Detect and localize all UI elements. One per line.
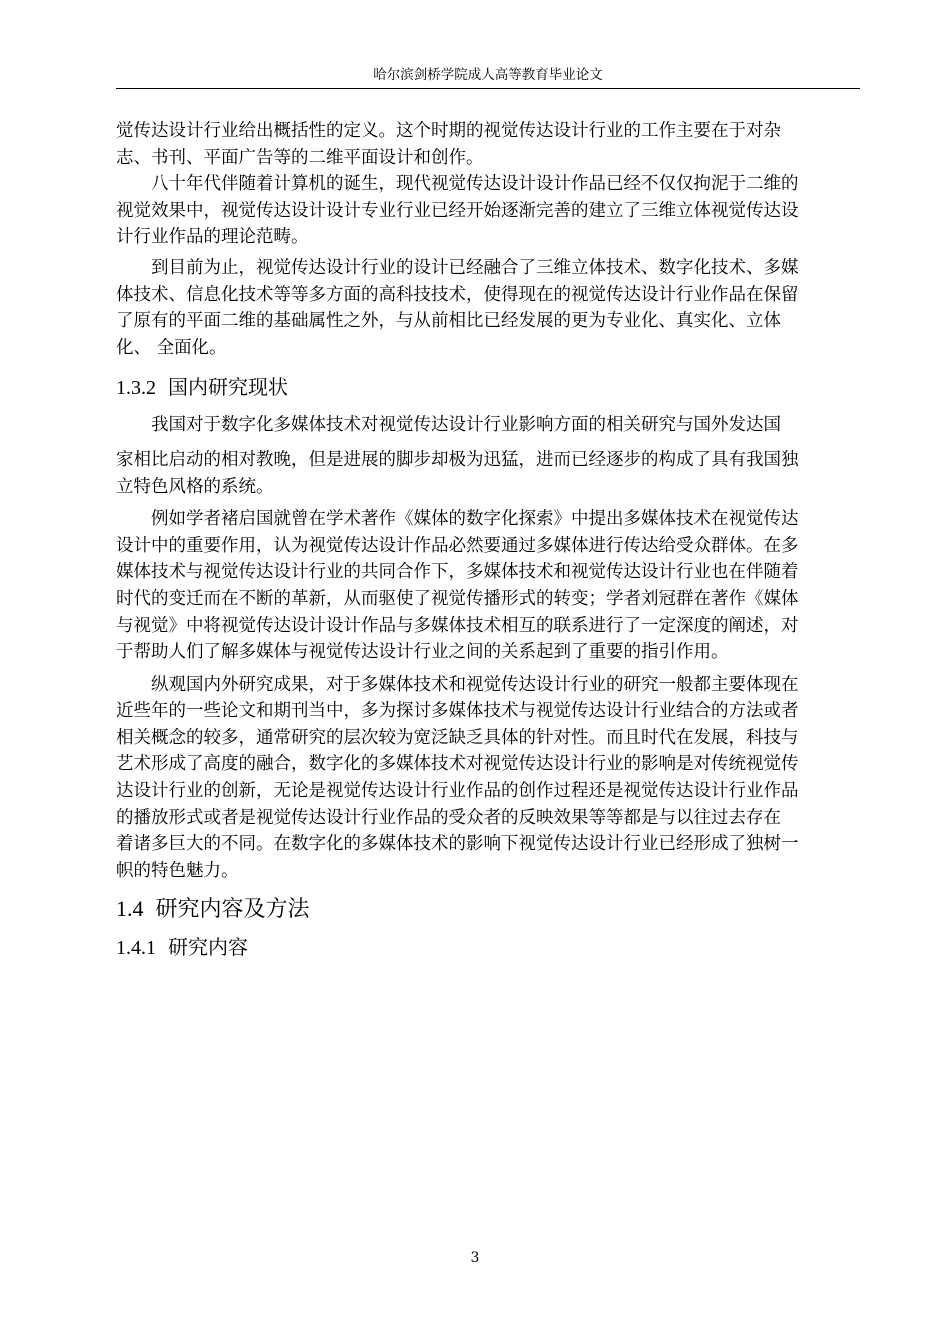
text-line: 志、书刊、平面广告等的二维平面设计和创作。 (116, 147, 484, 168)
text-line: 媒体技术与视觉传达设计行业的共同合作下，多媒体技术和视觉传达设计行业也在伴随着 (116, 562, 799, 583)
page-number: 3 (470, 1250, 480, 1266)
text-line: 达设计行业的创新，无论是视觉传达设计行业作品的创作过程还是视觉传达设计行业作品 (116, 781, 799, 802)
text-line: 近些年的一些论文和期刊当中，多为探讨多媒体技术与视觉传达设计行业结合的方法或者 (116, 701, 799, 722)
text-line: 例如学者褚启国就曾在学术著作《媒体的数字化探索》中提出多媒体技术在视觉传达 (151, 509, 799, 530)
paragraph (116, 412, 864, 500)
section-heading-1-4 (116, 894, 864, 925)
paragraph (116, 118, 864, 171)
text-line: 纵观国内外研究成果，对于多媒体技术和视觉传达设计行业的研究一般都主要体现在 (151, 674, 799, 695)
section-number: 1.4.1 (116, 937, 156, 960)
section-title: 国内研究现状 (168, 375, 288, 400)
text-line: 我国对于数字化多媒体技术对视觉传达设计行业影响方面的相关研究与国外发达国 (151, 415, 781, 436)
section-title: 研究内容及方法 (155, 897, 310, 923)
text-line: 八十年代伴随着计算机的诞生，现代视觉传达设计设计作品已经不仅仅拘泥于二维的 (151, 174, 799, 195)
page-header (116, 68, 860, 89)
paragraph (116, 171, 864, 251)
text-line: 家相比启动的相对教晚，但是进展的脚步却极为迅猛，进而已经逐步的构成了具有我国独 (116, 449, 799, 470)
section-heading-1-3-2 (116, 373, 864, 402)
header-title: 哈尔滨剑桥学院成人高等教育毕业论文 (373, 67, 603, 83)
section-number: 1.4 (116, 896, 144, 922)
text-line: 设计中的重要作用，认为视觉传达设计作品必然要通过多媒体进行传达给受众群体。在多 (116, 535, 799, 556)
paragraph (116, 255, 864, 361)
text-line: 时代的变迁而在不断的革新，从而驱使了视觉传播形式的转变；学者刘冠群在著作《媒体 (116, 588, 799, 609)
paragraph (116, 506, 864, 666)
section-title: 研究内容 (168, 935, 248, 960)
text-line: 了原有的平面二维的基础属性之外，与从前相比已经发展的更为专业化、真实化、立体 (116, 311, 781, 332)
text-line: 艺术形成了高度的融合，数字化的多媒体技术对视觉传达设计行业的影响是对传统视觉传 (116, 754, 799, 775)
text-line: 体技术、信息化技术等等多方面的高科技技术，使得现在的视觉传达设计行业作品在保留 (116, 284, 799, 305)
text-line: 于帮助人们了解多媒体与视觉传达设计行业之间的关系起到了重要的指引作用。 (116, 642, 729, 663)
text-line: 计行业作品的理论范畴。 (116, 227, 309, 248)
text-line: 帜的特色魅力。 (116, 860, 239, 881)
paragraph (116, 672, 864, 885)
text-line: 化、 全面化。 (116, 337, 227, 358)
text-line: 着诸多巨大的不同。在数字化的多媒体技术的影响下视觉传达设计行业已经形成了独树一 (116, 834, 799, 855)
text-line: 的播放形式或者是视觉传达设计行业作品的受众者的反映效果等等都是与以往过去存在 (116, 807, 781, 828)
text-line: 到目前为止，视觉传达设计行业的设计已经融合了三维立体技术、数字化技术、多媒 (151, 257, 799, 278)
section-heading-1-4-1 (116, 933, 864, 962)
text-line: 觉传达设计行业给出概括性的定义。这个时期的视觉传达设计行业的工作主要在于对杂 (116, 121, 781, 141)
section-number: 1.3.2 (116, 377, 156, 400)
text-line: 立特色风格的系统。 (116, 476, 274, 497)
text-line: 与视觉》中将视觉传达设计设计作品与多媒体技术相互的联系进行了一定深度的阐述，对 (116, 615, 799, 636)
page-body (116, 118, 864, 962)
text-line: 相关概念的较多，通常研究的层次较为宽泛缺乏具体的针对性。而且时代在发展，科技与 (116, 727, 799, 748)
text-line: 视觉效果中，视觉传达设计设计专业行业已经开始逐渐完善的建立了三维立体视觉传达设 (116, 200, 799, 221)
